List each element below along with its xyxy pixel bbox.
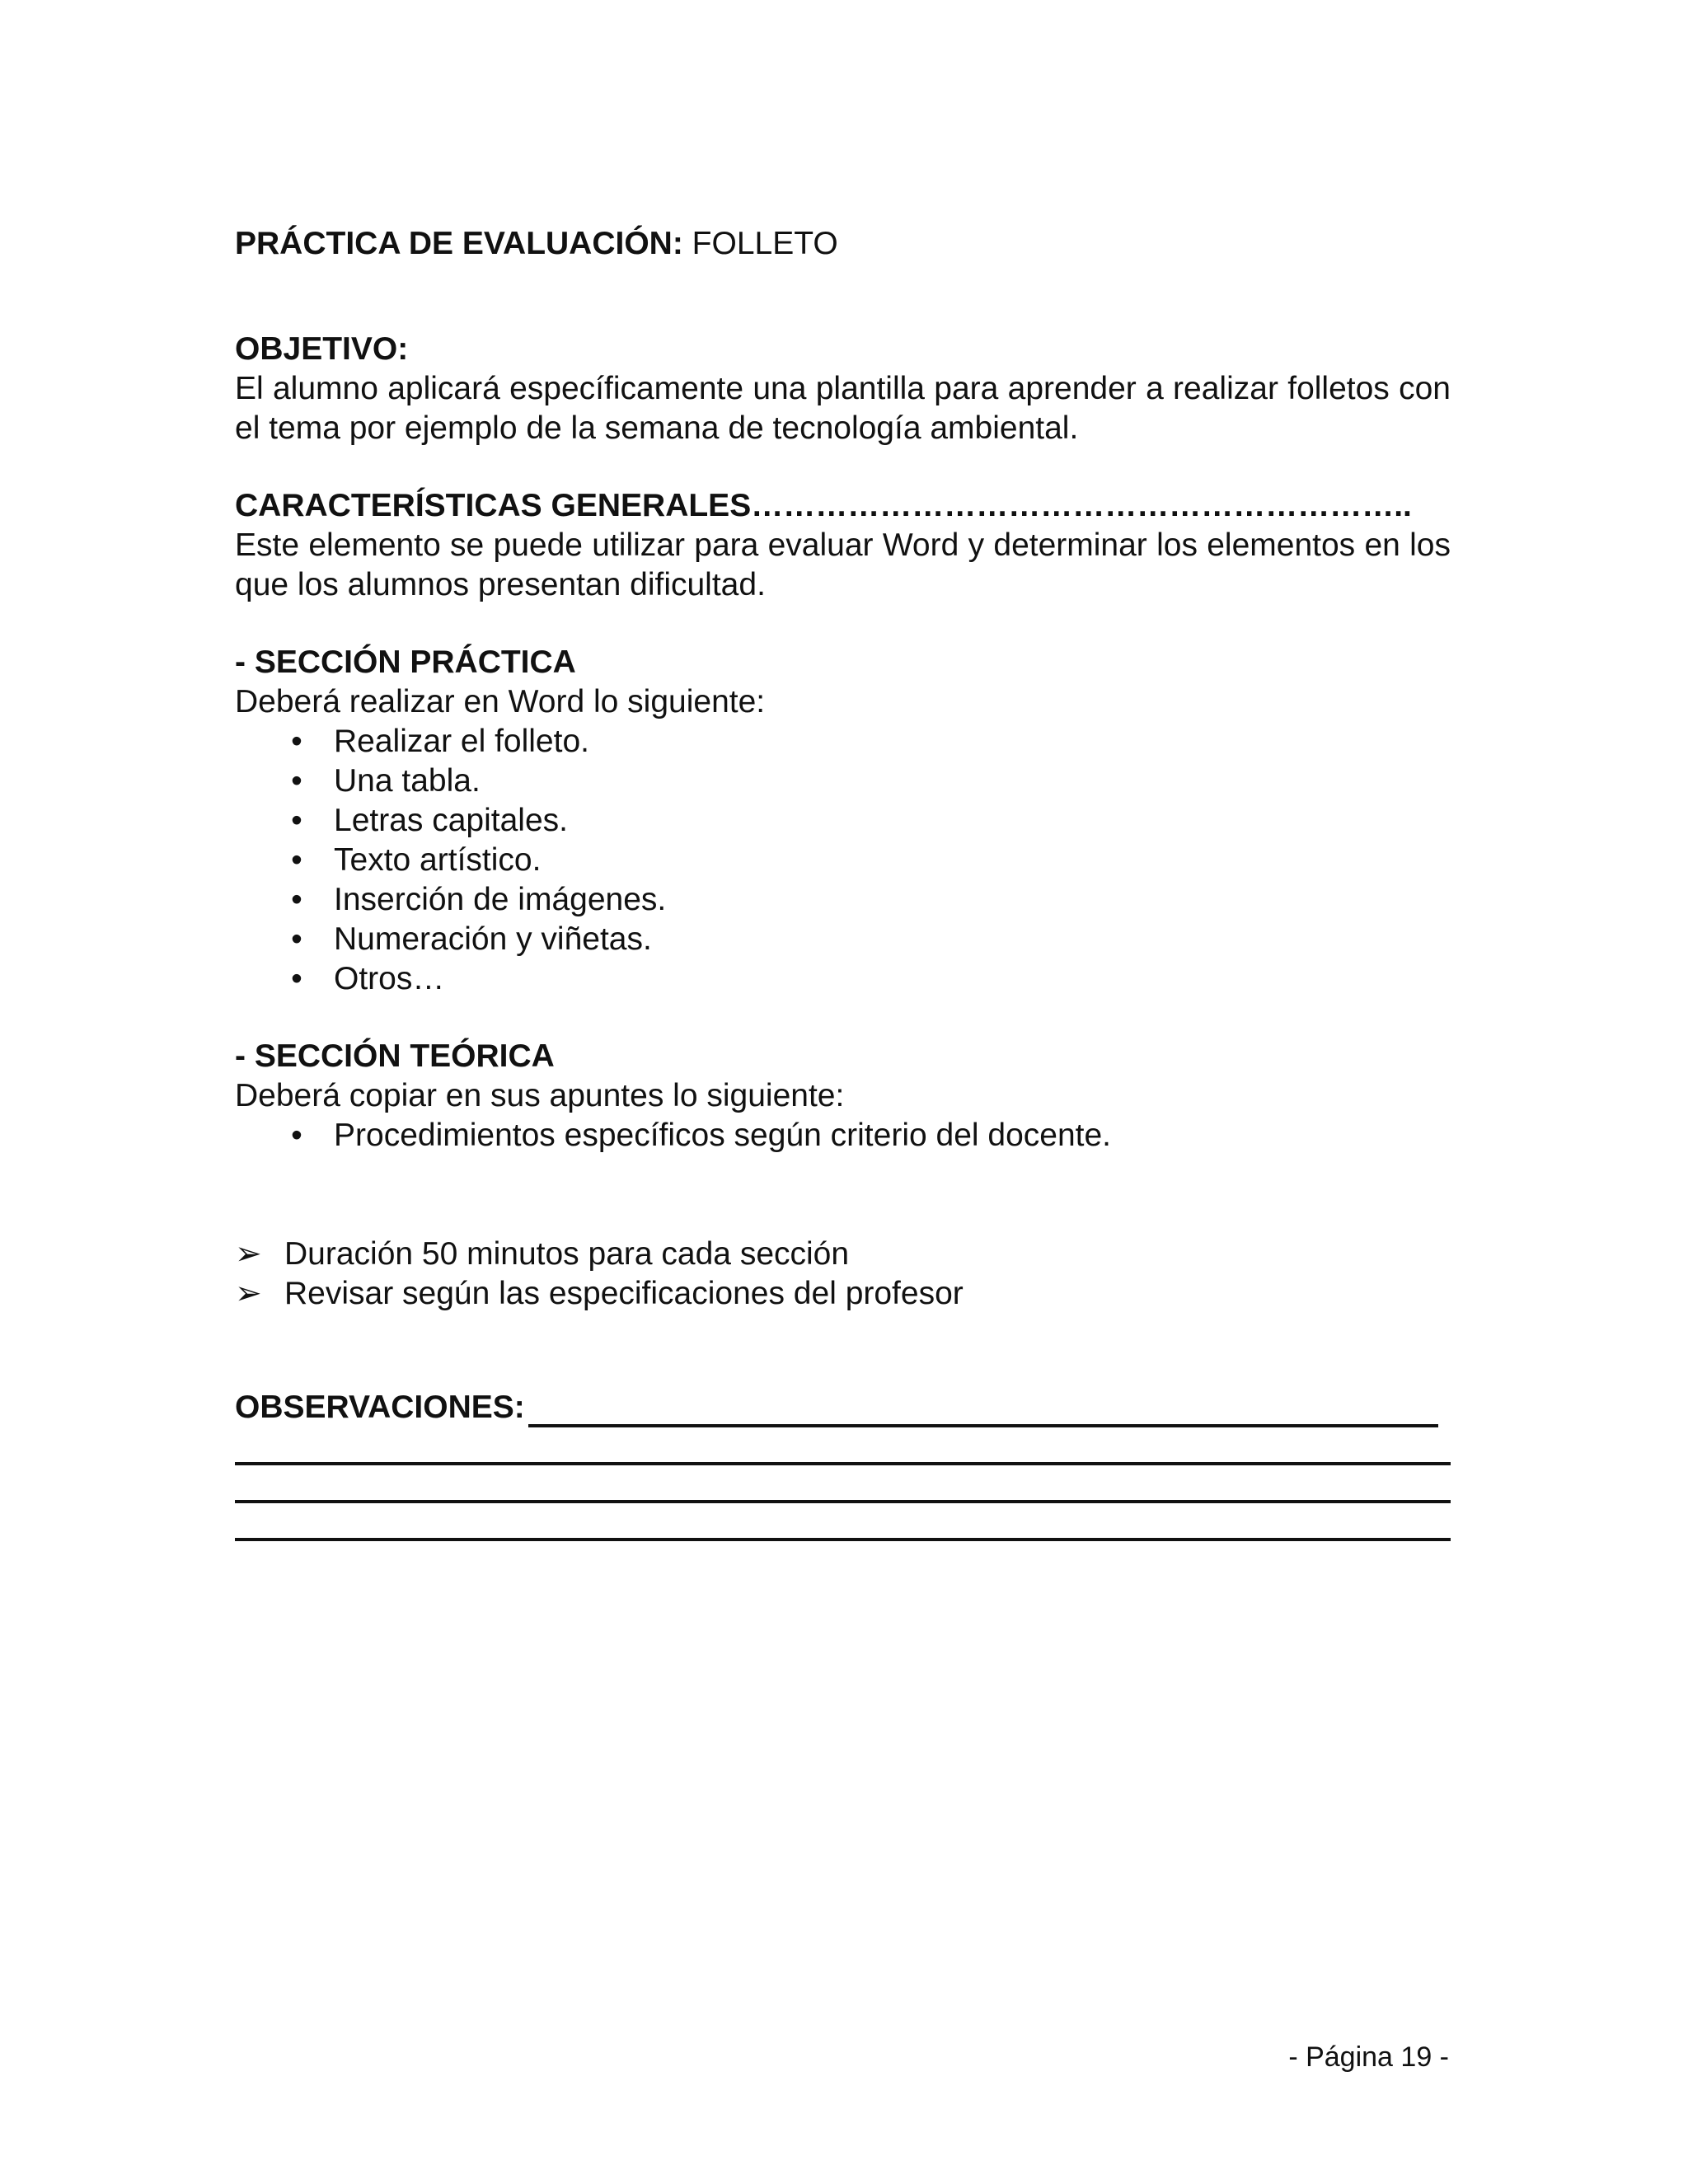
bullet-icon: •	[291, 961, 302, 996]
bullet-icon: •	[291, 1118, 302, 1153]
bullet-icon: •	[291, 803, 302, 838]
seccion-practica-intro: Deberá realizar en Word lo siguiente:	[235, 684, 766, 719]
caracteristicas-heading: CARACTERÍSTICAS GENERALES……………………………………………………..	[235, 488, 1412, 523]
bullet-icon: •	[291, 921, 302, 957]
list-item: • Procedimientos específicos según criterio del docente.	[235, 1116, 1451, 1155]
list-item: • Inserción de imágenes.	[235, 880, 1451, 920]
page-content	[235, 224, 1451, 1541]
bullet-icon: •	[291, 763, 302, 799]
list-item: • Letras capitales.	[235, 801, 1451, 841]
seccion-teorica-list	[235, 1116, 1451, 1155]
page-number: - Página 19 -	[1288, 2041, 1449, 2073]
seccion-teorica-intro: Deberá copiar en sus apuntes lo siguiente:	[235, 1078, 845, 1113]
observaciones-label: OBSERVACIONES:	[235, 1390, 525, 1425]
seccion-practica	[235, 643, 1451, 999]
list-item: • Una tabla.	[235, 762, 1451, 801]
document-title	[235, 224, 1451, 264]
seccion-teorica	[235, 1037, 1451, 1155]
observaciones-blank-line[interactable]	[235, 1503, 1451, 1541]
title-value: FOLLETO	[682, 226, 838, 261]
list-item: • Realizar el folleto.	[235, 722, 1451, 762]
list-item: • Numeración y viñetas.	[235, 920, 1451, 959]
caracteristicas-text: Este elemento se puede utilizar para evaluar Word y determinar los elementos en los que los alumnos presentan dificultad.	[235, 527, 1451, 602]
list-item: • Otros…	[235, 959, 1451, 999]
seccion-practica-list	[235, 722, 1451, 999]
note-item: ➢ Duración 50 minutos para cada sección	[235, 1235, 1451, 1274]
seccion-practica-heading: - SECCIÓN PRÁCTICA	[235, 644, 576, 680]
arrow-bullet-icon: ➢	[235, 1276, 262, 1311]
observaciones-section	[235, 1388, 1451, 1541]
objetivo-section	[235, 330, 1451, 448]
title-label: PRÁCTICA DE EVALUACIÓN:	[235, 226, 683, 261]
observaciones-blank-line[interactable]	[235, 1465, 1451, 1503]
objetivo-text: El alumno aplicará específicamente una plantilla para aprender a realizar folletos con el tema por ejemplo de la semana de tecnología ambiental.	[235, 371, 1451, 446]
arrow-bullet-icon: ➢	[235, 1236, 262, 1272]
seccion-teorica-heading: - SECCIÓN TEÓRICA	[235, 1038, 555, 1074]
note-item: ➢ Revisar según las especificaciones del profesor	[235, 1274, 1451, 1314]
notes-list	[235, 1235, 1451, 1314]
observaciones-blank-line[interactable]	[528, 1391, 1438, 1427]
bullet-icon: •	[291, 724, 302, 759]
bullet-icon: •	[291, 882, 302, 917]
objetivo-heading: OBJETIVO:	[235, 331, 409, 367]
caracteristicas-section	[235, 486, 1451, 605]
bullet-icon: •	[291, 842, 302, 878]
observaciones-blank-line[interactable]	[235, 1427, 1451, 1465]
list-item: • Texto artístico.	[235, 841, 1451, 880]
